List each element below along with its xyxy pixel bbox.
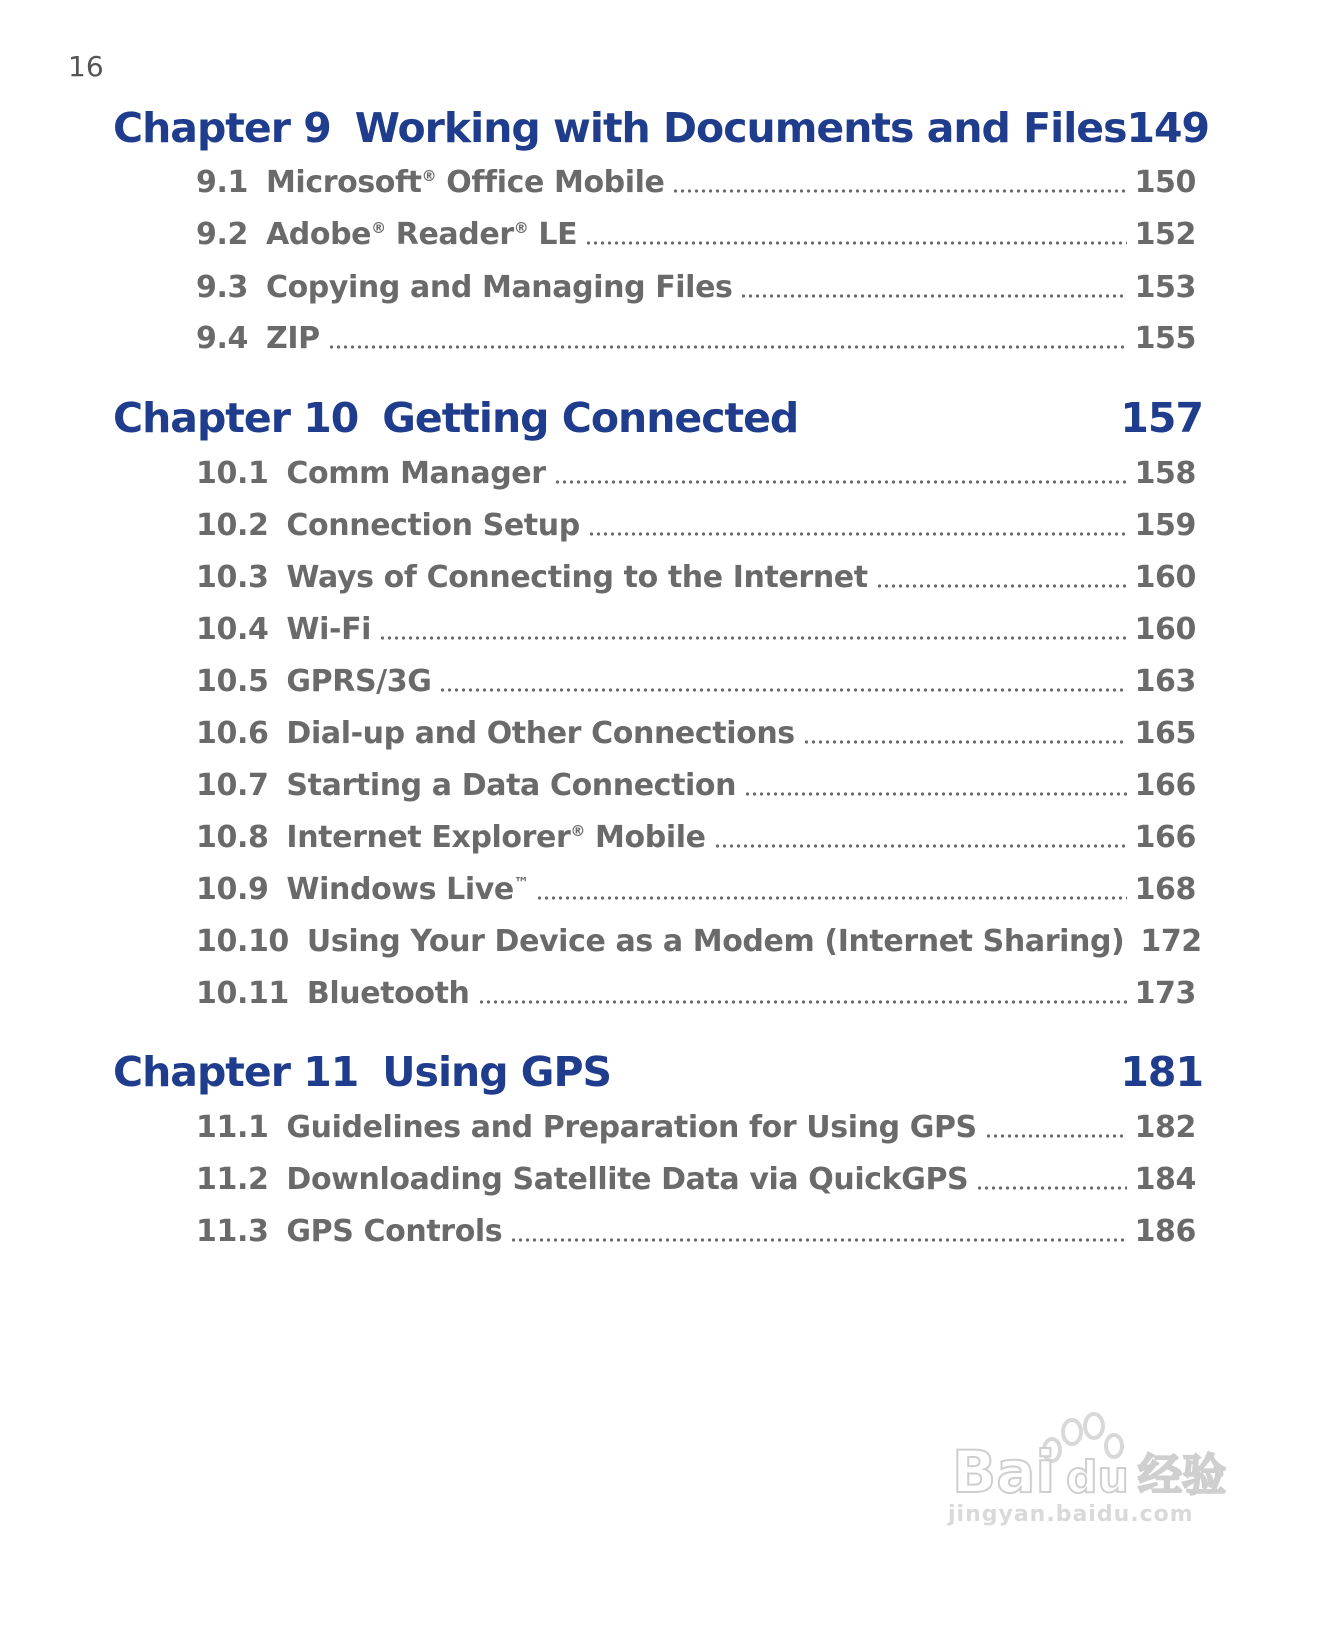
toc-entry: [196, 867, 1196, 911]
toc-entry: [196, 763, 1196, 807]
entry-page: 168: [1134, 871, 1196, 907]
dot-leader: [554, 480, 1127, 484]
toc-entry: [196, 919, 1202, 963]
entry-title: GPRS/3G: [286, 663, 432, 699]
dot-leader: [536, 896, 1126, 900]
entry-page: 155: [1134, 320, 1196, 356]
dot-leader: [672, 189, 1126, 193]
entry-title: GPS Controls: [286, 1213, 503, 1249]
entry-number: 10.4: [196, 611, 269, 647]
toc-entry: [196, 1157, 1196, 1201]
watermark-url: jingyan.baidu.com: [948, 1502, 1194, 1527]
entry-title: Internet Explorer® Mobile: [286, 819, 706, 855]
dot-leader: [588, 532, 1127, 536]
entry-page: 159: [1134, 507, 1196, 543]
entry-title: Ways of Connecting to the Internet: [286, 559, 868, 595]
entry-number: 10.11: [196, 975, 289, 1011]
chapter-page: 181: [1120, 1048, 1203, 1096]
entry-title: Dial-up and Other Connections: [286, 715, 795, 751]
entry-number: 9.2: [196, 216, 248, 252]
entry-number: 10.9: [196, 871, 269, 907]
entry-number: 9.3: [196, 269, 248, 305]
dot-leader: [803, 740, 1127, 744]
chapter-number: Chapter 10: [113, 394, 359, 442]
entry-title: Using Your Device as a Modem (Internet Sharing): [306, 923, 1125, 959]
entry-number: 11.2: [196, 1161, 269, 1197]
toc-entry: [196, 1105, 1196, 1149]
entry-page: 158: [1134, 455, 1196, 491]
entry-title: Downloading Satellite Data via QuickGPS: [286, 1161, 969, 1197]
entry-page: 153: [1134, 269, 1196, 305]
toc-entry: [196, 659, 1196, 703]
entry-page: 166: [1134, 819, 1196, 855]
chapter-title: Using GPS: [382, 1048, 612, 1096]
entry-title: Copying and Managing Files: [265, 269, 733, 305]
baidu-paw-logo-icon: [948, 1410, 1268, 1510]
chapter-heading: [113, 388, 1203, 448]
entry-page: 172: [1140, 923, 1202, 959]
dot-leader: [876, 584, 1127, 588]
svg-text:du: du: [1066, 1452, 1129, 1503]
entry-title: Windows Live™: [286, 871, 529, 907]
entry-title: Microsoft® Office Mobile: [265, 164, 665, 200]
toc-entry: [196, 711, 1196, 755]
entry-number: 10.5: [196, 663, 269, 699]
entry-title: Starting a Data Connection: [286, 767, 737, 803]
toc-entry: [196, 971, 1196, 1015]
entry-page: 184: [1134, 1161, 1196, 1197]
chapter-number: Chapter 9: [113, 104, 331, 152]
entry-number: 10.1: [196, 455, 269, 491]
entry-page: 186: [1134, 1213, 1196, 1249]
chapter-page: 149: [1126, 104, 1210, 152]
entry-title: Wi-Fi: [286, 611, 372, 647]
chapter-heading: [113, 98, 1210, 158]
entry-title: Bluetooth: [306, 975, 470, 1011]
entry-title: Comm Manager: [286, 455, 546, 491]
entry-number: 9.1: [196, 164, 248, 200]
dot-leader: [740, 294, 1126, 298]
dot-leader: [379, 636, 1127, 640]
svg-text:Bai: Bai: [952, 1438, 1056, 1506]
baidu-watermark: [948, 1410, 1268, 1610]
dot-leader: [985, 1134, 1127, 1138]
toc-entry: [196, 451, 1196, 495]
entry-number: 10.6: [196, 715, 269, 751]
entry-page: 182: [1134, 1109, 1196, 1145]
toc-entry: [196, 1209, 1196, 1253]
entry-title: ZIP: [265, 320, 320, 356]
dot-leader: [585, 241, 1126, 245]
chapter-title: Working with Documents and Files: [354, 104, 1127, 152]
dot-leader: [714, 844, 1127, 848]
entry-page: 160: [1134, 611, 1196, 647]
entry-page: 163: [1134, 663, 1196, 699]
entry-page: 165: [1134, 715, 1196, 751]
toc-entry: [196, 316, 1196, 360]
toc-entry: [196, 503, 1196, 547]
entry-page: 150: [1134, 164, 1196, 200]
toc-entry: [196, 212, 1196, 256]
entry-page: 152: [1134, 216, 1196, 252]
toc-entry: [196, 815, 1196, 859]
entry-page: 166: [1134, 767, 1196, 803]
entry-title: Connection Setup: [286, 507, 580, 543]
entry-page: 173: [1134, 975, 1196, 1011]
dot-leader: [976, 1186, 1126, 1190]
entry-number: 10.8: [196, 819, 269, 855]
toc-entry: [196, 607, 1196, 651]
entry-number: 10.3: [196, 559, 269, 595]
toc-entry: [196, 555, 1196, 599]
entry-title: Adobe® Reader® LE: [265, 216, 578, 252]
chapter-number: Chapter 11: [113, 1048, 359, 1096]
entry-number: 11.1: [196, 1109, 269, 1145]
dot-leader: [510, 1238, 1126, 1242]
entry-page: 160: [1134, 559, 1196, 595]
dot-leader: [478, 1000, 1127, 1004]
dot-leader: [744, 792, 1126, 796]
entry-number: 10.10: [196, 923, 289, 959]
chapter-page: 157: [1120, 394, 1203, 442]
page-number: 16: [68, 50, 104, 83]
entry-number: 10.2: [196, 507, 269, 543]
toc-entry: [196, 265, 1196, 309]
dot-leader: [439, 688, 1126, 692]
chapter-heading: [113, 1042, 1203, 1102]
entry-title: Guidelines and Preparation for Using GPS: [286, 1109, 977, 1145]
toc-entry: [196, 160, 1196, 204]
entry-number: 11.3: [196, 1213, 269, 1249]
chapter-title: Getting Connected: [382, 394, 799, 442]
svg-text:经验: 经验: [1138, 1450, 1226, 1501]
entry-number: 10.7: [196, 767, 269, 803]
entry-number: 9.4: [196, 320, 248, 356]
dot-leader: [328, 345, 1127, 349]
